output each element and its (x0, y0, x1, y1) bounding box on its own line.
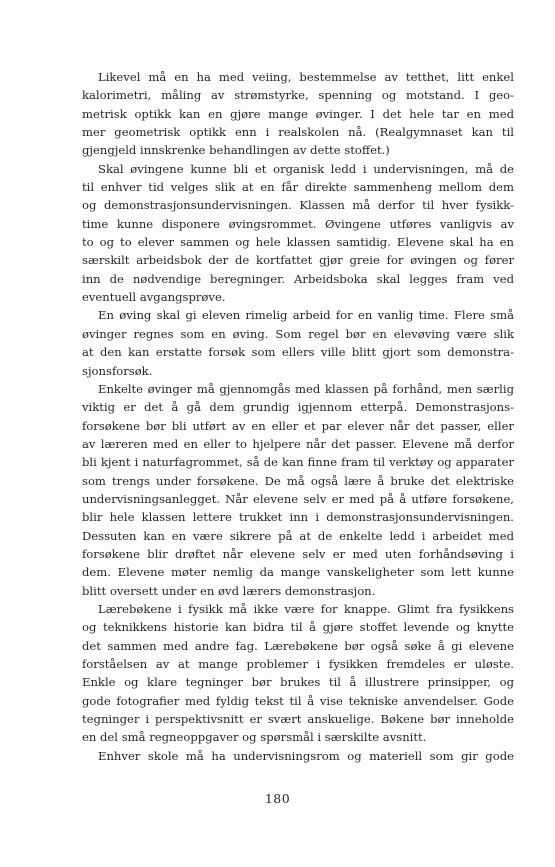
text-line: bli kjent i naturfagrommet, så de kan finne fram til verktøy og apparater (82, 455, 514, 470)
paragraph (82, 160, 514, 307)
text-line: Lærebøkene i fysikk må ikke være for knappe. Glimt fra fysikkens (98, 601, 514, 616)
text-line: metrisk optikk kan en gjøre mange øvinger. I det hele tar en med (82, 106, 514, 121)
text-line: inn de nødvendige beregninger. Arbeidsboka skal legges fram ved (82, 271, 514, 286)
text-line: gjengjeld innskrenke behandlingen av dette stoffet.) (82, 143, 390, 158)
text-line: det sammen med andre fag. Lærebøkene bør også søke å gi elevene (82, 638, 514, 653)
text-line: forsøkene blir drøftet når elevene selv er med uten forhåndsøving i (82, 546, 514, 561)
text-line: gode fotografier med fyldig tekst til å vise tekniske anvendelser. Gode (82, 693, 514, 708)
text-line: som trengs under forsøkene. De må også lære å bruke det elektriske (82, 473, 514, 488)
text-line: av læreren med en eller to hjelpere når det passer. Elevene må derfor (82, 436, 514, 451)
text-line: Enhver skole må ha undervisningsrom og materiell som gir gode (98, 748, 514, 763)
text-line: time kunne disponere øvingsrommet. Øvingene utføres vanligvis av (82, 216, 514, 231)
paragraph (82, 380, 514, 600)
page-number: 180 (264, 791, 291, 806)
paragraph (82, 306, 514, 379)
text-line: at den kan erstatte forsøk som ellers ville blitt gjort som demonstra- (82, 345, 514, 360)
text-line: Skal øvingene kunne bli et organisk ledd i undervisningen, må de (98, 161, 514, 176)
text-line: og teknikkens historie kan bidra til å gjøre stoffet levende og knytte (82, 620, 514, 635)
text-line: kalorimetri, måling av strømstyrke, spenning og motstand. I geo- (82, 88, 514, 103)
text-line: dem. Elevene møter nemlig da mange vanskeligheter som lett kunne (82, 565, 514, 580)
text-line: særskilt arbeidsbok der de kortfattet gjør greie for øvingen og fører (82, 253, 514, 268)
text-line: eventuell avgangsprøve. (82, 290, 226, 305)
text-line: En øving skal gi eleven rimelig arbeid for en vanlig time. Flere små (98, 308, 514, 323)
text-line: en del små regneoppgaver og spørsmål i særskilte avsnitt. (82, 730, 427, 745)
text-line: mer geometrisk optikk enn i realskolen nå. (Realgymnaset kan til (82, 125, 514, 140)
text-line: to og to elever sammen og hele klassen samtidig. Elevene skal ha en (82, 235, 514, 250)
text-line: Enkelte øvinger må gjennomgås med klassen på forhånd, men særlig (98, 381, 514, 396)
paragraph (82, 747, 514, 765)
paragraph (82, 68, 514, 160)
text-line: tegninger i perspektivsnitt er svært anskuelige. Bøkene bør inneholde (82, 712, 514, 727)
text-line: sjonsforsøk. (82, 363, 153, 378)
text-line: blitt oversett under en øvd lærers demonstrasjon. (82, 583, 376, 598)
text-line: undervisningsanlegget. Når elevene selv er med på å utføre forsøkene, (82, 491, 514, 506)
text-line: forsøkene bør bli utført av en eller et par elever når det passer, eller (82, 418, 514, 433)
text-line: og demonstrasjonsundervisningen. Klassen må derfor til hver fysikk- (82, 198, 514, 213)
text-line: øvinger regnes som en øving. Som regel bør en elevøving være slik (82, 326, 514, 341)
text-line: til enhver tid velges slik at en får direkte sammenheng mellom dem (82, 180, 514, 195)
text-line: Enkle og klare tegninger bør brukes til å illustrere prinsipper, og (82, 675, 514, 690)
body-text (82, 68, 514, 765)
text-line: Likevel må en ha med veiing, bestemmelse av tetthet, litt enkel (98, 70, 514, 84)
paragraph (82, 600, 514, 747)
text-line: blir hele klassen lettere trukket inn i demonstrasjonsundervisningen. (82, 510, 514, 525)
text-line: viktig er det å gå dem grundig igjennom etterpå. Demonstrasjons- (82, 400, 514, 415)
text-line: forståelsen av at mange problemer i fysikken fremdeles er uløste. (82, 657, 514, 671)
text-line: Dessuten kan en være sikrere på at de enkelte ledd i arbeidet med (82, 528, 514, 543)
